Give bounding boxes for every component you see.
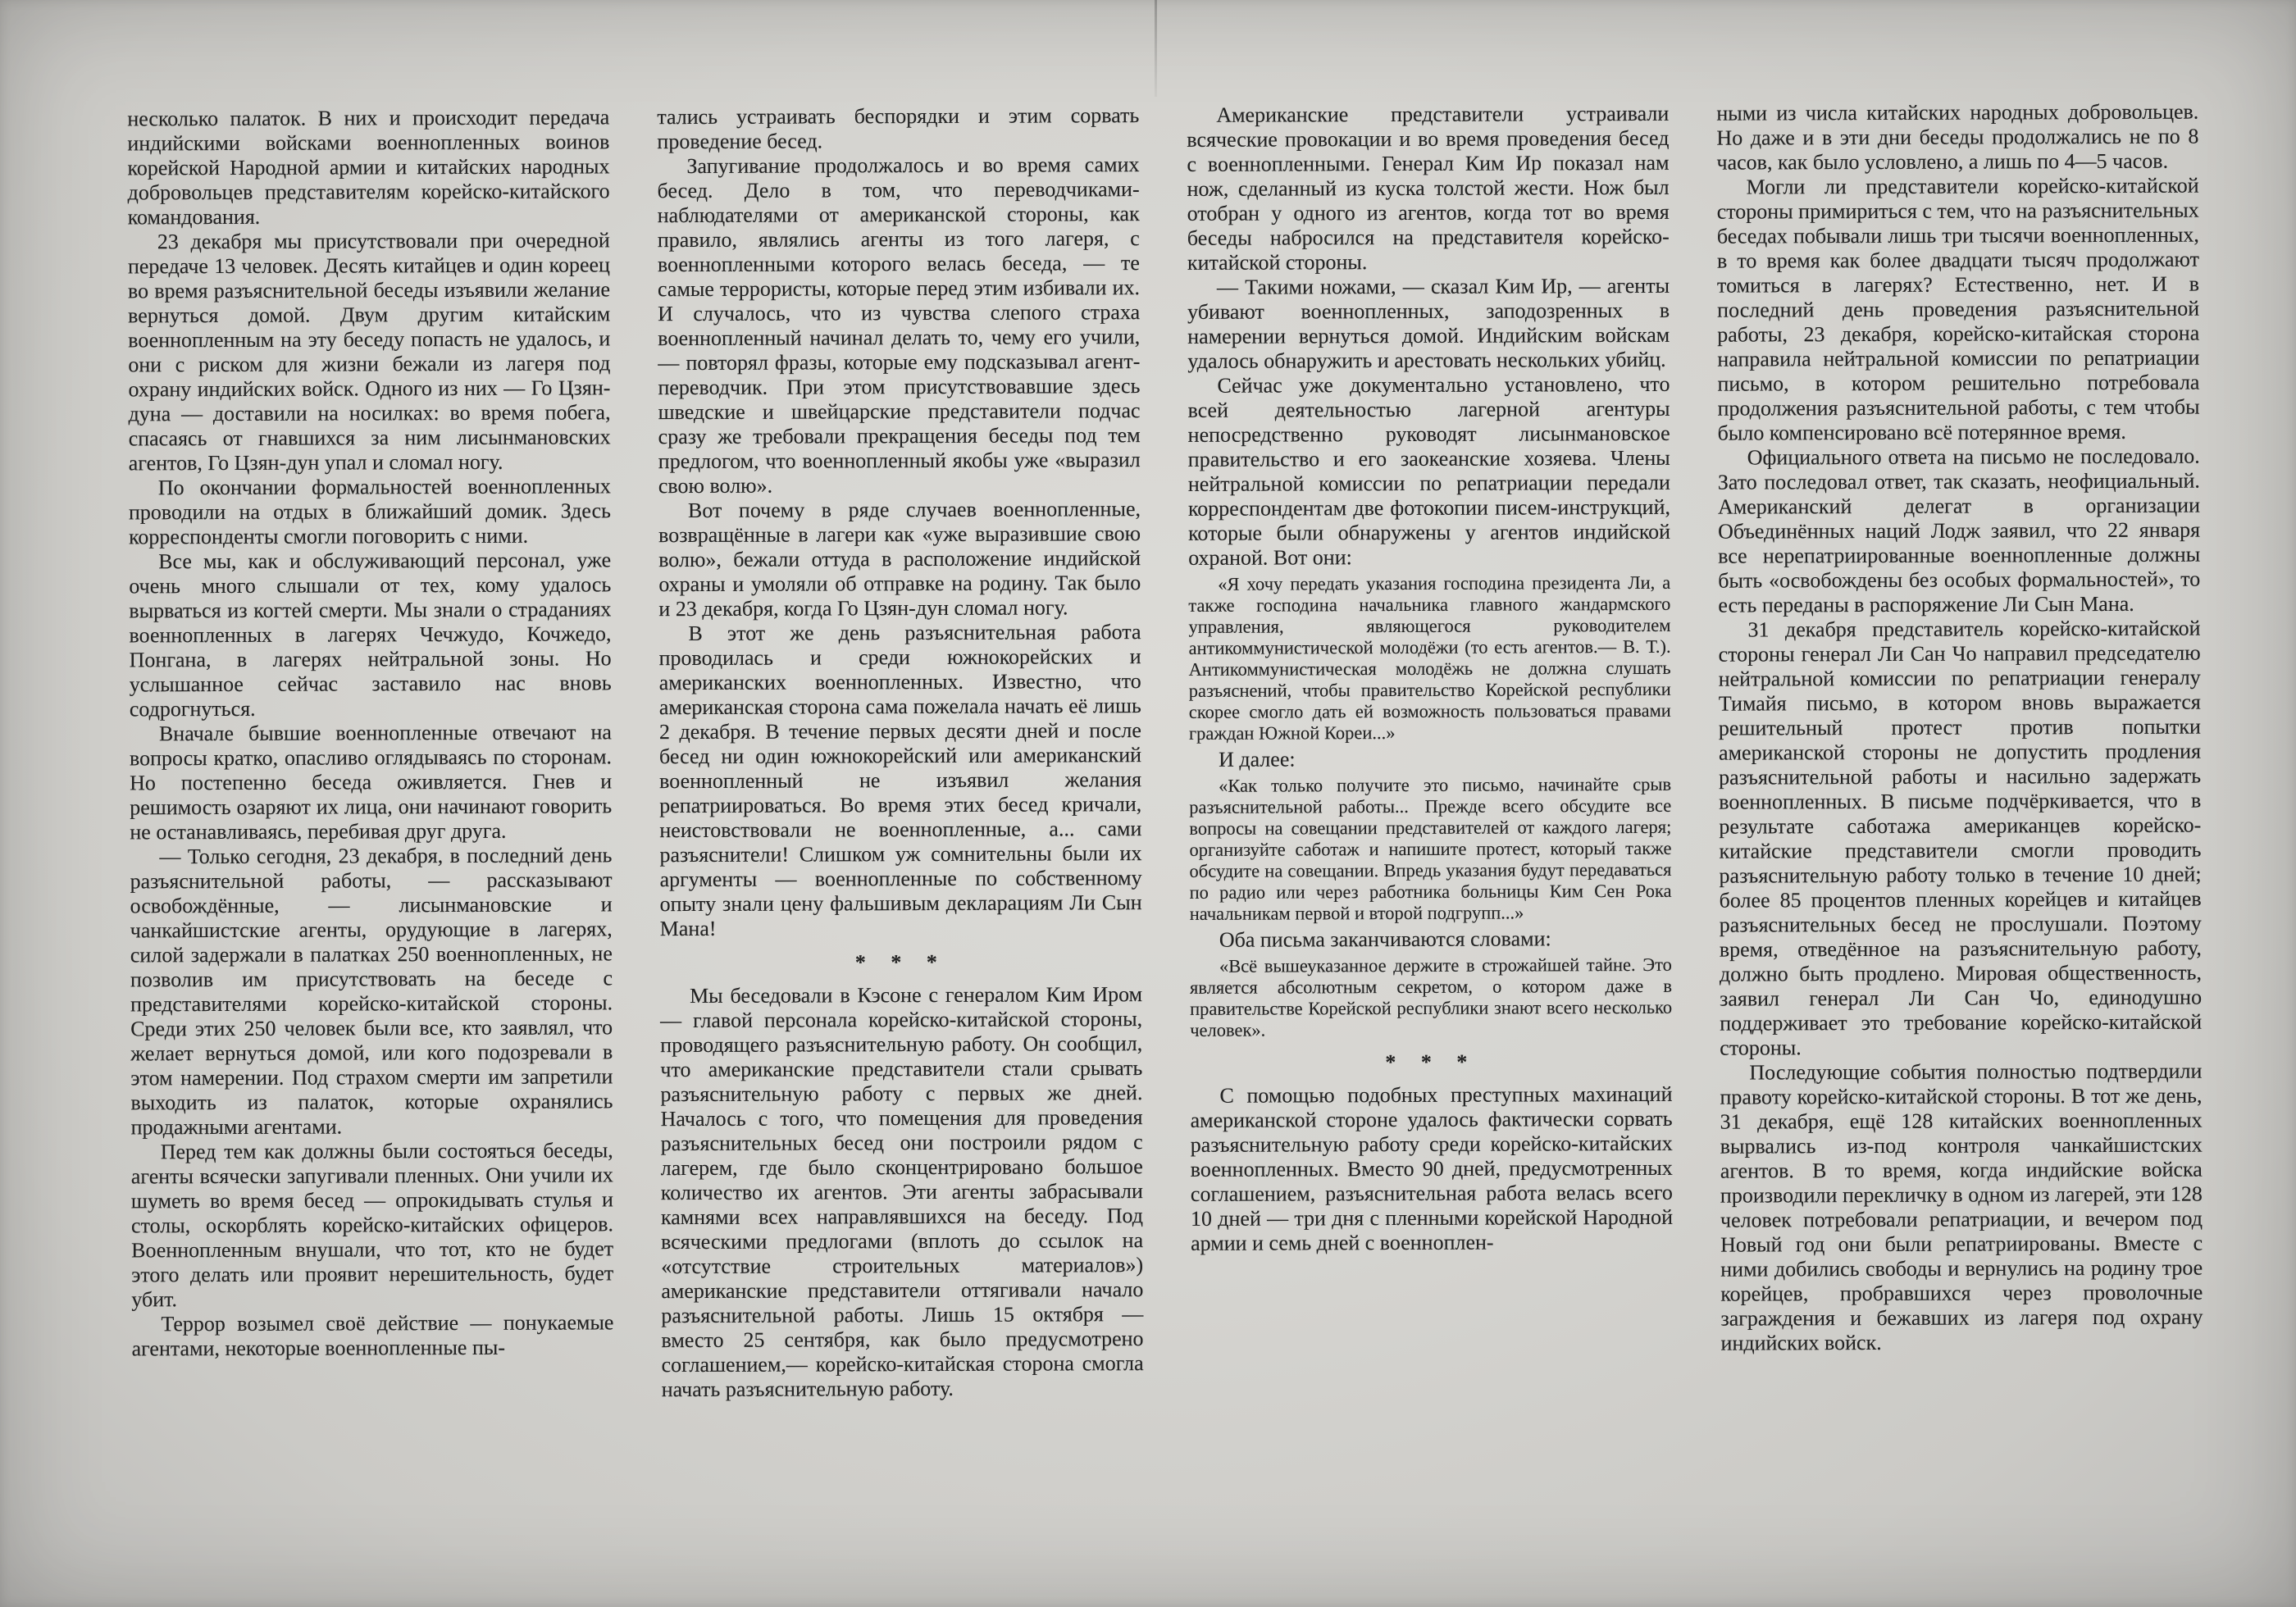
paragraph: несколько палаток. В них и происходит передача индийскими войсками военнопленных воинов корейской Народной армии и китайских народных добровольцев представителям корейско-китайского командования. [127, 105, 610, 230]
paragraph: Американские представители устраивали всяческие провокации и во время проведения бесед с военнопленными. Генерал Ким Ир показал нам нож, сделанный из куска толстой жести. Нож был отобран у одного из агентов, когда тот во время беседы набросился на представителя корейско-китайской стороны. [1187, 101, 1670, 275]
paragraph: В этот же день разъяснительная работа проводилась и среди южнокорейских и американских военнопленных. Известно, что американская сторона сама пожелала начать её лишь 2 декабря. В течение первых десяти дней и после бесед ни один южнокорейский или американский военнопленный не изъявил желания репатриироваться. Во время этих бесед кричали, неистовствовали не военнопленные, а... сами разъяснители! Слишком уж сомнительны были их аргументы — военнопленные по собственному опыту знали цену фальшивым декларациям Ли Сын Мана! [658, 620, 1142, 941]
paragraph: Перед тем как должны были состояться беседы, агенты всячески запугивали пленных. Они учили их шуметь во время бесед — опрокидывать стулья и столы, оскорблять корейско-китайских офицеров. Военнопленным внушали, что тот, кто не будет этого делать или проявит нерешительность, будет убит. [130, 1138, 614, 1312]
paragraph: И далее: [1218, 747, 1296, 772]
paragraph: Запугивание продолжалось и во время самих бесед. Дело в том, что переводчиками-наблюдателями от американской стороны, как правило, являлись агенты из того лагеря, с военнопленными которого велась беседа, — те самые террористы, которые перед этим избивали их. И случалось, что из чувства слепого страха военнопленный начинал делать то, чему его учили,— повторял фразы, которые ему подсказывал агент-переводчик. При этом присутствовавшие здесь шведские и швейцарские представители подчас сразу же требовали прекращения беседы под тем предлогом, что военнопленный якобы уже «выразил свою волю». [657, 153, 1141, 498]
paragraph: Оба письма заканчиваются словами: [1219, 926, 1551, 952]
letter-excerpt: «Я хочу передать указания господина президента Ли, а также господина начальника главного жандармского управления, являющегося руководителем антикоммунистической молодёжи (то есть агентов.— В. Т.). Антикоммунистическая молодёжь не должна слушать разъяснений, чтобы правительство Корейской республики скорее смогло дать ей возможность пользоваться правами граждан Южной Кореи...» [1188, 571, 1671, 744]
letter-excerpt: «Как только получите это письмо, начинайте срыв разъяснительной работы... Прежде всего обсудите все вопросы на совещании представителей от каждого лагеря; организуйте саботаж и напишите протест, который также обсудите на совещании. Впредь указания будут передаваться по радио или через работника больницы Ким Сен Рока начальникам первой и второй подгрупп...» [1189, 773, 1672, 924]
column-1 [127, 105, 614, 1404]
paragraph: — Только сегодня, 23 декабря, в последний день разъяснительной работы, — рассказывают освобождённые, — лисынмановские и чанкайшистские агенты, орудующие в лагерях, силой задержали в палатках 250 военнопленных, не позволив им присутствовать на беседе с представителями корейско-китайской стороны. Среди этих 250 человек были все, кто заявлял, что желает вернуться домой, или кого подозревали в этом намерении. Под страхом смерти им запретили выходить из палаток, которые охранялись продажными агентами. [130, 843, 613, 1140]
paragraph: Все мы, как и обслуживающий персонал, уже очень много слышали от тех, кому удалось вырваться из когтей смерти. Мы знали о страданиях военнопленных в лагерях Чечжудо, Кочжедо, Понгана, в лагерях нейтральной зоны. Но услышанное сейчас заставило нас вновь содрогнуться. [129, 548, 612, 722]
section-separator: * * * [1385, 1049, 1478, 1075]
section-separator: * * * [854, 949, 947, 975]
paragraph: Вначале бывшие военнопленные отвечают на вопросы кратко, опасливо оглядываясь по сторонам. Но постепенно беседа оживляется. Гнев и решимость озаряют их лица, они начинают говорить не останавливаясь, перебивая друг друга. [129, 720, 613, 844]
paragraph: Официального ответа на письмо не последовало. Зато последовал ответ, так сказать, неофициальный. Американский делегат в организации Объединённых наций Лодж заявил, что 22 января все нерепатриированные военнопленные должны быть «освобождены без особых формальностей», то есть переданы в распоряжение Ли Сын Мана. [1717, 444, 2201, 617]
paragraph: 31 декабря представитель корейско-китайской стороны генерал Ли Сан Чо направил председателю нейтральной комиссии по репатриации генералу Тимайя письмо, в котором вновь выражается решительный протест против попытки американской стороны не допустить продления разъяснительной работы и насильно задержать военнопленных. В письме подчёркивается, что в результате саботажа американцев корейско-китайские представители смогли проводить разъяснительную работу только в течение 10 дней; более 85 процентов пленных корейцев и китайцев разъяснительных бесед не прослушали. Поэтому время, отведённое на разъяснительную работу, должно быть продлено. Мировая общественность, заявил генерал Ли Сан Чо, единодушно поддерживает это требование корейско-китайской стороны. [1718, 616, 2203, 1060]
paragraph: ными из числа китайских народных добровольцев. Но даже и в эти дни беседы продолжались не по 8 часов, как было условлено, а лишь по 4—5 часов. [1716, 99, 2199, 175]
paragraph: Сейчас уже документально установлено, что всей деятельностью лагерной агентуры непосредственно руководят лисынмановское правительство и его заокеанские хозяева. Члены нейтральной комиссии по репатриации передали корреспондентам две фотокопии писем-инструкций, которые были обнаружены у агентов индийской охраной. Вот они: [1187, 371, 1671, 570]
paragraph: тались устраивать беспорядки и этим сорвать проведение бесед. [657, 103, 1140, 154]
paragraph: С помощью подобных преступных махинаций американской стороне удалось фактически сорвать разъяснительную работу среди корейско-китайских военнопленных. Вместо 90 дней, предусмотренных соглашением, разъяснительная работа велась всего 10 дней — три дня с пленными корейской Народной армии и семь дней с военноплен- [1190, 1081, 1674, 1255]
paragraph: 23 декабря мы присутствовали при очередной передаче 13 человек. Десять китайцев и один кореец во время разъяснительной беседы изъявили желание вернуться домой. Двум другим китайским военнопленным на эту беседу попасть не удалось, и они с риском для жизни бежали из лагеря под охрану индийских войск. Одного из них — Го Цзян-дуна — доставили на носилках: во время побега, спасаясь от гнавшихся за ним лисынмановских агентов, Го Цзян-дун упал и сломал ногу. [127, 228, 611, 476]
column-3 [1187, 102, 1674, 1400]
paragraph: Вот почему в ряде случаев военнопленные, возвращённые в лагери как «уже выразившие свою волю», бежали оттуда в расположение индийской охраны и умоляли об отправке на родину. Так было и 23 декабря, когда Го Цзян-дун сломал ногу. [658, 497, 1141, 621]
paragraph: Террор возымел своё действие — понукаемые агентами, некоторые военнопленные пы- [131, 1310, 614, 1361]
paragraph: По окончании формальностей военнопленных проводили на отдых в ближайший домик. Здесь корреспонденты смогли поговорить с ними. [128, 474, 612, 549]
paragraph: Последующие события полностью подтвердили правоту корейско-китайской стороны. В тот же день, 31 декабря, ещё 128 китайских военнопленных вырвались из-под контроля чанкайшистских агентов. В то время, когда индийские войска производили перекличку в одном из лагерей, эти 128 человек потребовали репатриации, и вечером под Новый год они были репатриированы. Вместе с ними добились свободы и вернулись на родину трое корейцев, пробравшихся через проволочные заграждения и бежавших из лагеря под охрану индийских войск. [1720, 1058, 2203, 1355]
paragraph: — Такими ножами, — сказал Ким Ир, — агенты убивают военнопленных, заподозренных в намерении вернуться домой. Индийским войскам удалось обнаружить и арестовать нескольких убийц. [1187, 273, 1670, 373]
letter-excerpt: «Всё вышеуказанное держите в строжайшей тайне. Это является абсолютным секретом, о котором даже в правительстве Корейской республики знают всего несколько человек». [1189, 954, 1673, 1040]
paragraph: Мы беседовали в Кэсоне с генералом Ким Иром — главой персонала корейско-китайской стороны, проводящего разъяснительную работу. Он сообщил, что американские представители стали срывать разъяснительную работу с первых же дней. Началось с того, что помещения для проведения разъяснительных бесед они построили рядом с лагерем, где было сконцентрировано большое количество их агентов. Эти агенты забрасывали камнями всех направлявшихся на беседу. Под всяческими предлогами (вплоть до ссылок на «отсутствие строительных материалов») американские представители оттягивали начало разъяснительной работы. Лишь 15 октября — вместо 25 сентября, как было предусмотрено соглашением,— корейско-китайская сторона смогла начать разъяснительную работу. [660, 982, 1144, 1402]
article-columns [127, 99, 2203, 1404]
paragraph: Могли ли представители корейско-китайской стороны примириться с тем, что на разъяснительных беседах побывали лишь три тысячи военнопленных, в то время как более двадцати тысяч продолжают томиться в лагерях? Естественно, нет. И в последний день проведения разъяснительной работы, 23 декабря, корейско-китайская сторона направила нейтральной комиссии по репатриации письмо, в котором решительно потребовала продолжения разъяснительной работы, с тем чтобы было компенсировано всё потерянное время. [1716, 173, 2200, 445]
fold-crease [1155, 0, 1157, 97]
column-4 [1716, 100, 2203, 1399]
column-2 [657, 103, 1144, 1402]
